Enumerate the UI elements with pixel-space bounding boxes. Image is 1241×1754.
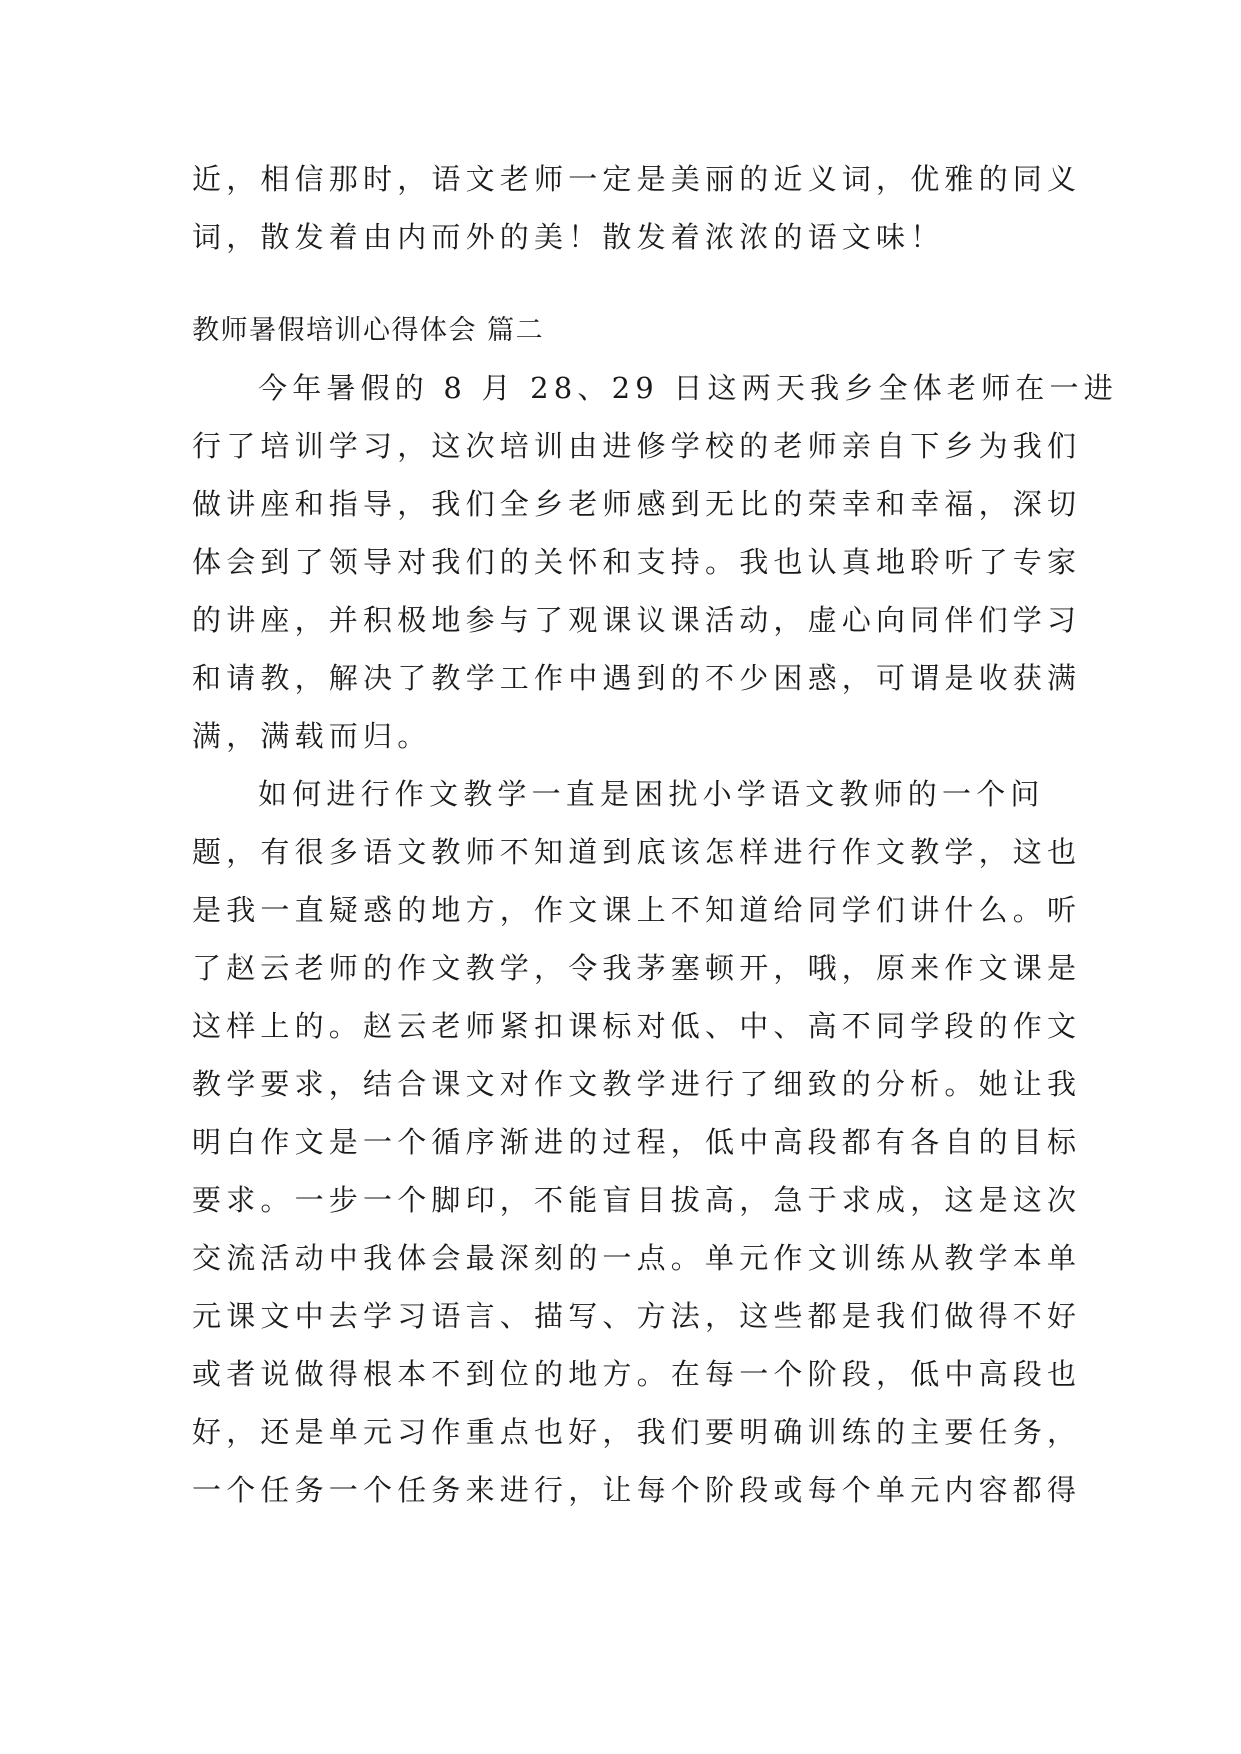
text-line: 今年暑假的 8 月 28、29 日这两天我乡全体老师在一进 xyxy=(258,371,1118,405)
paragraph-1 xyxy=(192,359,1118,765)
text-line: 明白作文是一个循序渐进的过程，低中高段都有各自的目标 xyxy=(192,1125,1082,1159)
top-paragraph xyxy=(192,150,1082,266)
text-line: 交流活动中我体会最深刻的一点。单元作文训练从教学本单 xyxy=(192,1241,1082,1275)
text-line: 如何进行作文教学一直是困扰小学语文教师的一个问 xyxy=(258,777,1045,811)
section-title: 教师暑假培训心得体会 篇二 xyxy=(192,315,545,346)
text-line: 元课文中去学习语言、描写、方法，这些都是我们做得不好 xyxy=(192,1299,1082,1333)
text-line: 体会到了领导对我们的关怀和支持。我也认真地聆听了专家 xyxy=(192,545,1082,579)
text-line: 这样上的。赵云老师紧扣课标对低、中、高不同学段的作文 xyxy=(192,1009,1082,1043)
document-page xyxy=(192,150,1118,1519)
text-line: 或者说做得根本不到位的地方。在每一个阶段，低中高段也 xyxy=(192,1357,1082,1391)
text-line: 好，还是单元习作重点也好，我们要明确训练的主要任务， xyxy=(192,1415,1082,1449)
text-line: 要求。一步一个脚印，不能盲目拔高，急于求成，这是这次 xyxy=(192,1183,1082,1217)
text-line: 行了培训学习，这次培训由进修学校的老师亲自下乡为我们 xyxy=(192,429,1082,463)
text-line: 词，散发着由内而外的美！散发着浓浓的语文味！ xyxy=(192,220,945,254)
text-line: 了赵云老师的作文教学，令我茅塞顿开，哦，原来作文课是 xyxy=(192,951,1082,985)
text-line: 和请教，解决了教学工作中遇到的不少困惑，可谓是收获满 xyxy=(192,661,1082,695)
spacer xyxy=(192,266,1052,311)
text-line: 一个任务一个任务来进行，让每个阶段或每个单元内容都得 xyxy=(192,1473,1082,1507)
paragraph-2 xyxy=(192,765,1082,1519)
text-line: 是我一直疑惑的地方，作文课上不知道给同学们讲什么。听 xyxy=(192,893,1082,927)
text-line: 做讲座和指导，我们全乡老师感到无比的荣幸和幸福，深切 xyxy=(192,487,1082,521)
text-line: 题，有很多语文教师不知道到底该怎样进行作文教学，这也 xyxy=(192,835,1082,869)
text-line: 满，满载而归。 xyxy=(192,719,432,753)
text-line: 的讲座，并积极地参与了观课议课活动，虚心向同伴们学习 xyxy=(192,603,1082,637)
text-line: 教学要求，结合课文对作文教学进行了细致的分析。她让我 xyxy=(192,1067,1082,1101)
text-line: 近，相信那时，语文老师一定是美丽的近义词，优雅的同义 xyxy=(192,162,1082,196)
